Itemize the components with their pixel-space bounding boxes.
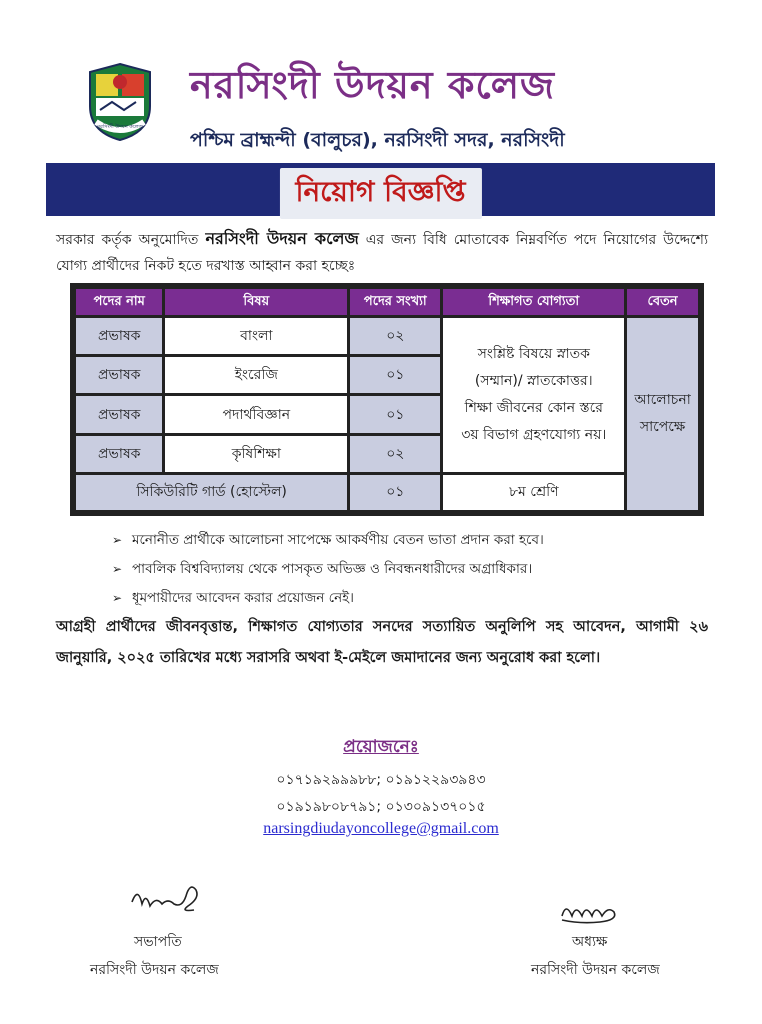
salary-cell bbox=[627, 318, 698, 510]
banner-title-box bbox=[279, 168, 481, 219]
arrow-bullet-icon: ➢ bbox=[112, 533, 123, 547]
col-header: বেতন bbox=[627, 289, 698, 315]
vacancy-table bbox=[70, 283, 704, 516]
guard-qualification-cell: ৮ম শ্রেণি bbox=[443, 475, 624, 510]
college-address: পশ্চিম ব্রাহ্মন্দী (বালুচর), নরসিংদী সদর, নরসিংদী bbox=[190, 129, 565, 151]
table-row bbox=[76, 475, 698, 510]
left-signatory-org: নরসিংদী উদয়ন কলেজ bbox=[90, 962, 219, 978]
qualification-line: সংশ্লিষ্ট বিষয়ে স্নাতক bbox=[477, 345, 590, 362]
post-cell: প্রভাষক bbox=[76, 436, 162, 472]
email-link[interactable]: narsingdiudayoncollege@gmail.com bbox=[263, 820, 499, 837]
phone-line-2: ০১৯১৯৮০৮৭৯১; ০১৩০৯১৩৭০১৫ bbox=[276, 799, 486, 815]
col-header: শিক্ষাগত যোগ্যতা bbox=[443, 289, 624, 315]
right-signatory-role: অধ্যক্ষ bbox=[572, 934, 608, 950]
qualification-line: (সম্মান)/ স্নাতকোত্তর। bbox=[474, 372, 593, 389]
college-logo bbox=[86, 62, 154, 142]
count-cell: ০২ bbox=[350, 318, 440, 354]
president-signature bbox=[128, 878, 208, 918]
college-name: নরসিংদী উদয়ন কলেজ bbox=[190, 63, 556, 107]
salary-line: সাপেক্ষে bbox=[639, 419, 686, 435]
contact-title: প্রয়োজনেঃ bbox=[343, 737, 419, 757]
list-item bbox=[112, 526, 544, 555]
bullet-list bbox=[112, 526, 544, 613]
subject-cell: কৃষিশিক্ষা bbox=[165, 436, 347, 472]
notice-banner bbox=[46, 163, 715, 216]
subject-cell: বাংলা bbox=[165, 318, 347, 354]
left-signatory-role: সভাপতি bbox=[134, 934, 182, 950]
banner-title: নিয়োগ বিজ্ঞপ্তি bbox=[295, 175, 466, 208]
arrow-bullet-icon: ➢ bbox=[112, 591, 123, 605]
list-item bbox=[112, 555, 544, 584]
subject-cell: ইংরেজি bbox=[165, 357, 347, 393]
guard-post-cell: সিকিউরিটি গার্ড (হোস্টেল) bbox=[76, 475, 347, 510]
logo-caption: নরসিংদী উদয়ন কলেজ bbox=[96, 124, 144, 130]
bullet-text: মনোনীত প্রার্থীকে আলোচনা সাপেক্ষে আকর্ষণীয় বেতন ভাতা প্রদান করা হবে। bbox=[132, 532, 544, 548]
bullet-text: পাবলিক বিশ্ববিদ্যালয় থেকে পাসকৃত অভিজ্ঞ ও নিবন্ধনধারীদের অগ্রাধিকার। bbox=[132, 561, 533, 577]
principal-signature bbox=[556, 894, 620, 930]
col-header: বিষয় bbox=[165, 289, 347, 315]
intro-paragraph bbox=[56, 226, 708, 279]
bullet-text: ধূমপায়ীদের আবেদন করার প্রয়োজন নেই। bbox=[132, 590, 354, 606]
post-cell: প্রভাষক bbox=[76, 318, 162, 354]
intro-part1: সরকার কর্তৃক অনুমোদিত bbox=[56, 232, 199, 248]
qualification-cell bbox=[443, 318, 624, 472]
intro-part2: এর জন্য বিধি মোতাবেক নিম্নবর্ণিত পদে নিয়োগের উদ্দেশ্যে যোগ্য প্রার্থীদের নিকট হতে দরখাস্ত আহ্বান করা হচ্ছেঃ bbox=[56, 232, 709, 274]
count-cell: ০১ bbox=[350, 357, 440, 393]
count-cell: ০২ bbox=[350, 436, 440, 472]
intro-college: নরসিংদী উদয়ন কলেজ bbox=[205, 229, 359, 248]
list-item bbox=[112, 584, 544, 613]
arrow-bullet-icon: ➢ bbox=[112, 562, 123, 576]
table-header-row bbox=[76, 289, 698, 315]
qualification-line: ৩য় বিভাগ গ্রহণযোগ্য নয়। bbox=[461, 426, 607, 443]
right-signatory-org: নরসিংদী উদয়ন কলেজ bbox=[531, 962, 660, 978]
table-row bbox=[76, 318, 698, 354]
post-cell: প্রভাষক bbox=[76, 357, 162, 393]
salary-line: আলোচনা bbox=[634, 392, 691, 408]
subject-cell: পদার্থবিজ্ঞান bbox=[165, 396, 347, 432]
qualification-line: শিক্ষা জীবনের কোন স্তরে bbox=[464, 399, 603, 416]
count-cell: ০১ bbox=[350, 396, 440, 432]
phone-line-1: ০১৭১৯২৯৯৯৮৮; ০১৯১২২৯৩৯৪৩ bbox=[276, 772, 486, 788]
col-header: পদের সংখ্যা bbox=[350, 289, 440, 315]
application-notice: আগ্রহী প্রার্থীদের জীবনবৃত্তান্ত, শিক্ষাগত যোগ্যতার সনদের সত্যায়িত অনুলিপি সহ আবেদন, আগামী ২৬ জানুয়ারি, ২০২৫ তারিখের মধ্যে সরাসরি অথবা ই-মেইলে জমাদানের জন্য অনুরোধ করা হলো। bbox=[56, 619, 708, 666]
col-header: পদের নাম bbox=[76, 289, 162, 315]
guard-count-cell: ০১ bbox=[350, 475, 440, 510]
post-cell: প্রভাষক bbox=[76, 396, 162, 432]
